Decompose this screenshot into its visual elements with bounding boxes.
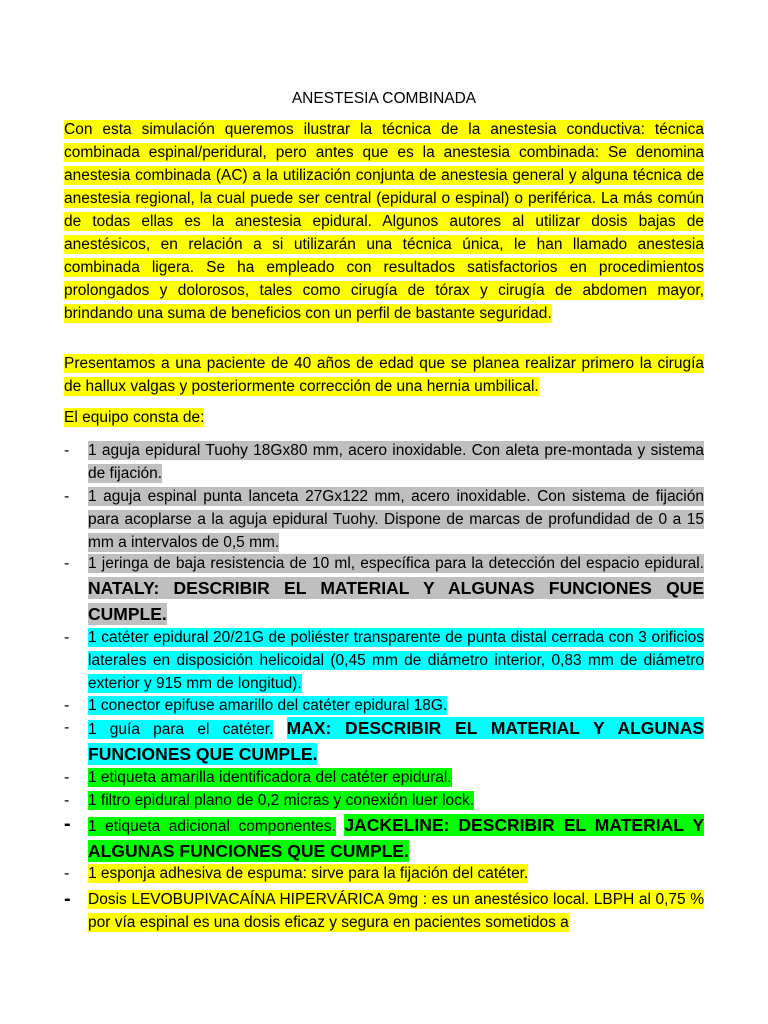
list-item	[64, 485, 704, 554]
bullet-dash: -	[64, 555, 70, 572]
item-text: 1 esponja adhesiva de espuma: sirve para la fijación del catéter.	[88, 865, 529, 882]
list-item	[64, 888, 704, 934]
bullet-dash: -	[64, 719, 70, 736]
bullet-dash: -	[64, 629, 70, 646]
document-title: ANESTESIA COMBINADA	[291, 90, 477, 107]
bullet-dash: -	[64, 769, 70, 786]
patient-paragraph	[64, 352, 704, 398]
item-text: Dosis LEVOBUPIVACAÍNA HIPERVÁRICA 9mg : es un anestésico local. LBPH al 0,75 % por vía espinal es una dosis eficaz y segura en pacientes sometidos a	[88, 891, 704, 931]
bullet-dash: -	[64, 813, 71, 835]
list-item	[64, 789, 704, 812]
bullet-dash: -	[64, 792, 70, 809]
item-text: 1 guía para el catéter.	[88, 721, 274, 738]
bullet-dash: -	[64, 488, 70, 505]
patient-text: Presentamos a una paciente de 40 años de edad que se planea realizar primero la cirugía de hallux valgas y posteriormente corrección de una hernia umbilical.	[64, 355, 704, 395]
intro-text: Con esta simulación queremos ilustrar la técnica de la anestesia conductiva: técnica combinada espinal/peridural, pero antes que es la anestesia combinada: Se denomina anestesia combinada (AC) a la utilización conjunta de anestesia general y alguna técnica de anestesia regional, la cual puede ser central (epidural o espinal) o periférica. La más común de todas ellas es la anestesia epidural. Algunos autores al utilizar dosis bajas de anestésicos, en relación a si utilizarán una técnica única, le han llamado anestesia combinada ligera. Se ha empleado con resultados satisfactorios en procedimientos prolongados y dolorosos, tales como cirugía de tórax y cirugía de abdomen mayor, brindando una suma de beneficios con un perfil de bastante seguridad.	[64, 121, 704, 322]
item-text: 1 filtro epidural plano de 0,2 micras y conexión luer lock.	[88, 792, 474, 809]
bullet-dash: -	[64, 442, 70, 459]
item-text: 1 aguja espinal punta lanceta 27Gx122 mm, acero inoxidable. Con sistema de fijación para acoplarse a la aguja epidural Tuohy. Dispone de marcas de profundidad de 0 a 15 mm a intervalos de 0,5 mm.	[88, 488, 704, 551]
list-item	[64, 862, 704, 885]
item-text: 1 conector epifuse amarillo del catéter epidural 18G.	[88, 697, 448, 714]
list-item	[64, 694, 704, 717]
equipment-heading-text: El equipo consta de:	[64, 409, 205, 426]
item-text: 1 jeringa de baja resistencia de 10 ml, específica para la detección del espacio epidural.	[88, 555, 704, 572]
item-note: NATALY: DESCRIBIR EL MATERIAL Y ALGUNAS FUNCIONES QUE CUMPLE.	[88, 578, 704, 624]
item-note: MAX: DESCRIBIR EL MATERIAL Y ALGUNAS FUNCIONES QUE CUMPLE.	[88, 718, 704, 764]
item-text: 1 aguja epidural Tuohy 18Gx80 mm, acero inoxidable. Con aleta pre-montada y sistema de fijación.	[88, 442, 704, 482]
bullet-dash: -	[64, 888, 71, 910]
list-item	[64, 552, 704, 628]
list-item	[64, 626, 704, 695]
intro-paragraph	[64, 118, 704, 325]
item-text: 1 etiqueta adicional componentes.	[88, 818, 336, 835]
equipment-heading	[64, 406, 704, 429]
list-item	[64, 716, 704, 768]
list-item	[64, 439, 704, 485]
list-item	[64, 813, 704, 865]
item-note: JACKELINE: DESCRIBIR EL MATERIAL Y ALGUNAS FUNCIONES QUE CUMPLE.	[88, 815, 704, 861]
item-text: 1 catéter epidural 20/21G de poliéster transparente de punta distal cerrada con 3 orificios laterales en disposición helicoidal (0,45 mm de diámetro interior, 0,83 mm de diámetro exterior y 915 mm de longitud).	[88, 629, 704, 692]
bullet-dash: -	[64, 697, 70, 714]
item-text: 1 etiqueta amarilla identificadora del catéter epidural.	[88, 769, 452, 786]
list-item	[64, 766, 704, 789]
bullet-dash: -	[64, 865, 70, 882]
